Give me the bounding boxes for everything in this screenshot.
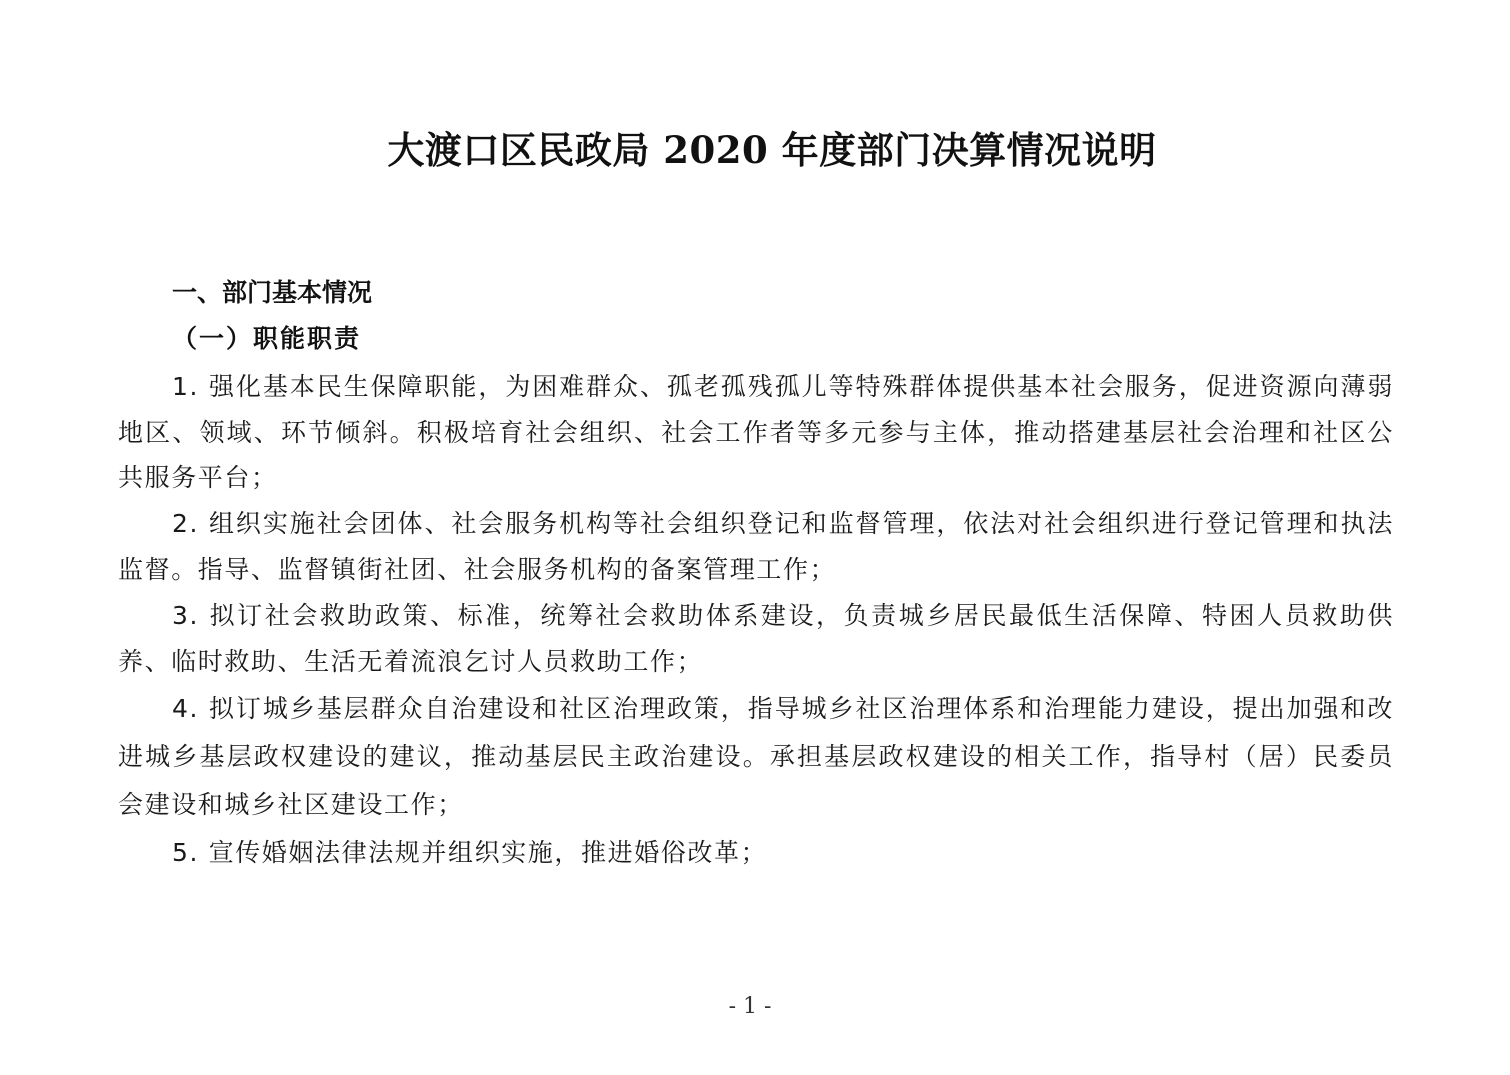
- paragraph-item-1: 1. 强化基本民生保障职能，为困难群众、孤老孤残孤儿等特殊群体提供基本社会服务，促进资源向薄弱地区、领域、环节倾斜。积极培育社会组织、社会工作者等多元参与主体，推动搭建基层社会治理和社区公共服务平台；: [118, 372, 1394, 492]
- document-title: 大渡口区民政局 2020 年度部门决算情况说明: [387, 128, 1157, 172]
- paragraph-item-2: 2. 组织实施社会团体、社会服务机构等社会组织登记和监督管理，依法对社会组织进行登记管理和执法监督。指导、监督镇街社团、社会服务机构的备案管理工作；: [118, 509, 1394, 584]
- paragraph-item-4: 4. 拟订城乡基层群众自治建设和社区治理政策，指导城乡社区治理体系和治理能力建设，提出加强和改进城乡基层政权建设的建议，推动基层民主政治建设。承担基层政权建设的相关工作，指导村（居）民委员会建设和城乡社区建设工作；: [118, 694, 1394, 819]
- section-heading: 一、部门基本情况: [172, 278, 373, 307]
- subsection-heading: （一）职能职责: [172, 324, 362, 353]
- paragraph-item-3: 3. 拟订社会救助政策、标准，统筹社会救助体系建设，负责城乡居民最低生活保障、特困人员救助供养、临时救助、生活无着流浪乞讨人员救助工作；: [118, 601, 1394, 676]
- paragraph-item-5: 5. 宣传婚姻法律法规并组织实施，推进婚俗改革；: [172, 838, 768, 867]
- page-number: - 1 -: [728, 994, 772, 1019]
